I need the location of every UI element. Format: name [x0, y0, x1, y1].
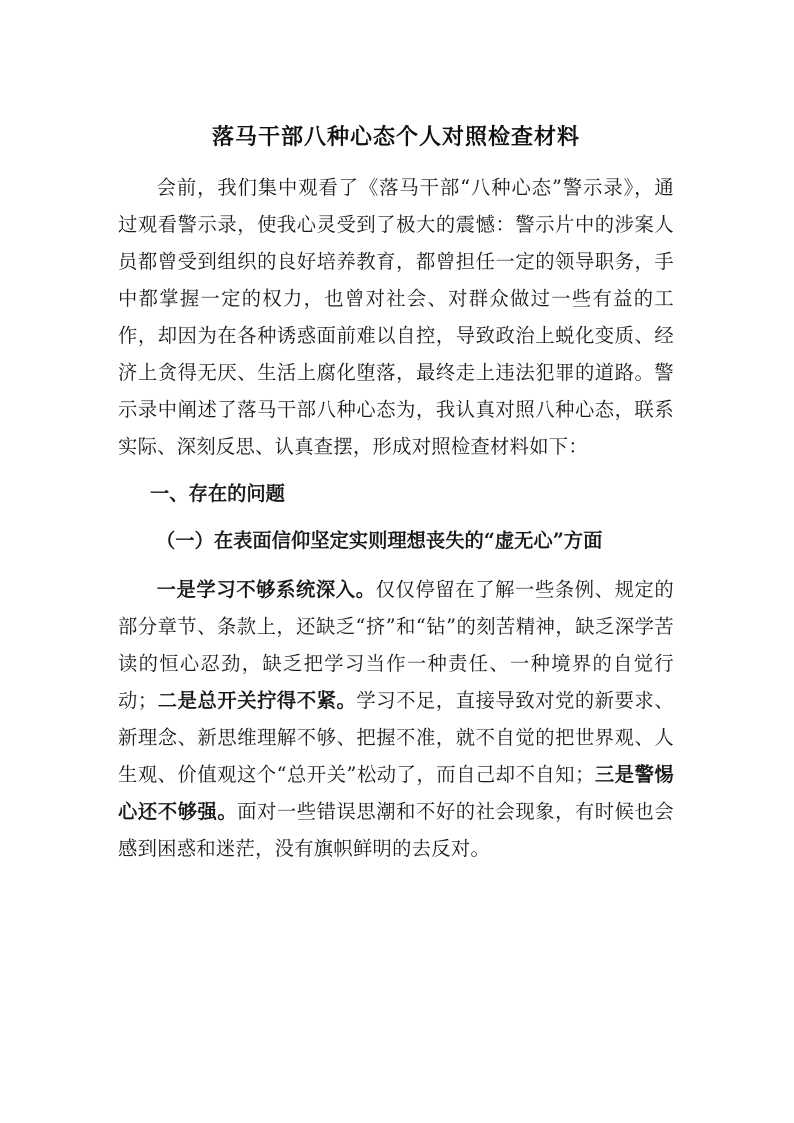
point-three-text: 面对一些错误思潮和不好的社会现象，有时候也会感到困惑和迷茫，没有旗帜鲜明的去反对。	[118, 800, 674, 860]
point-two-text: 学习不足，直接导致对党的新要求、新理念、新思维理解不够、把握不准，就不自觉的把世界观、人生观、价值观这个“总开关”松动了，而自己却不自知；	[118, 689, 674, 786]
point-three-heading: 三是警惕心还不够强。	[118, 763, 674, 823]
intro-paragraph: 会前，我们集中观看了《落马干部“八种心态”警示录》，通过观看警示录，使我心灵受到了极大的震憾：警示片中的涉案人员都曾受到组织的良好培养教育，都曾担任一定的领导职务，手中都掌握一定的权力，也曾对社会、对群众做过一些有益的工作，却因为在各种诱惑面前难以自控，导致政治上蜕化变质、经济上贪得无厌、生活上腐化堕落，最终走上违法犯罪的道路。警示录中阐述了落马干部八种心态为，我认真对照八种心态，联系实际、深刻反思、认真查摆，形成对照检查材料如下：	[118, 176, 674, 458]
subsection-heading-nihilism: （一）在表面信仰坚定实则理想丧失的“虚无心”方面	[156, 529, 603, 552]
point-one-heading: 一是学习不够系统深入。	[156, 578, 376, 601]
point-one-text: 仅仅停留在了解一些条例、规定的部分章节、条款上，还缺乏“挤”和“钻”的刻苦精神，缺乏深学苦读的恒心忍劲，缺乏把学习当作一种责任、一种境界的自觉行动；	[118, 578, 674, 712]
document-title: 落马干部八种心态个人对照检查材料	[211, 125, 580, 150]
point-two-heading: 二是总开关拧得不紧。	[157, 689, 357, 712]
body-paragraph	[118, 571, 674, 867]
document-page	[118, 120, 674, 867]
section-heading-problems: 一、存在的问题	[150, 482, 285, 505]
